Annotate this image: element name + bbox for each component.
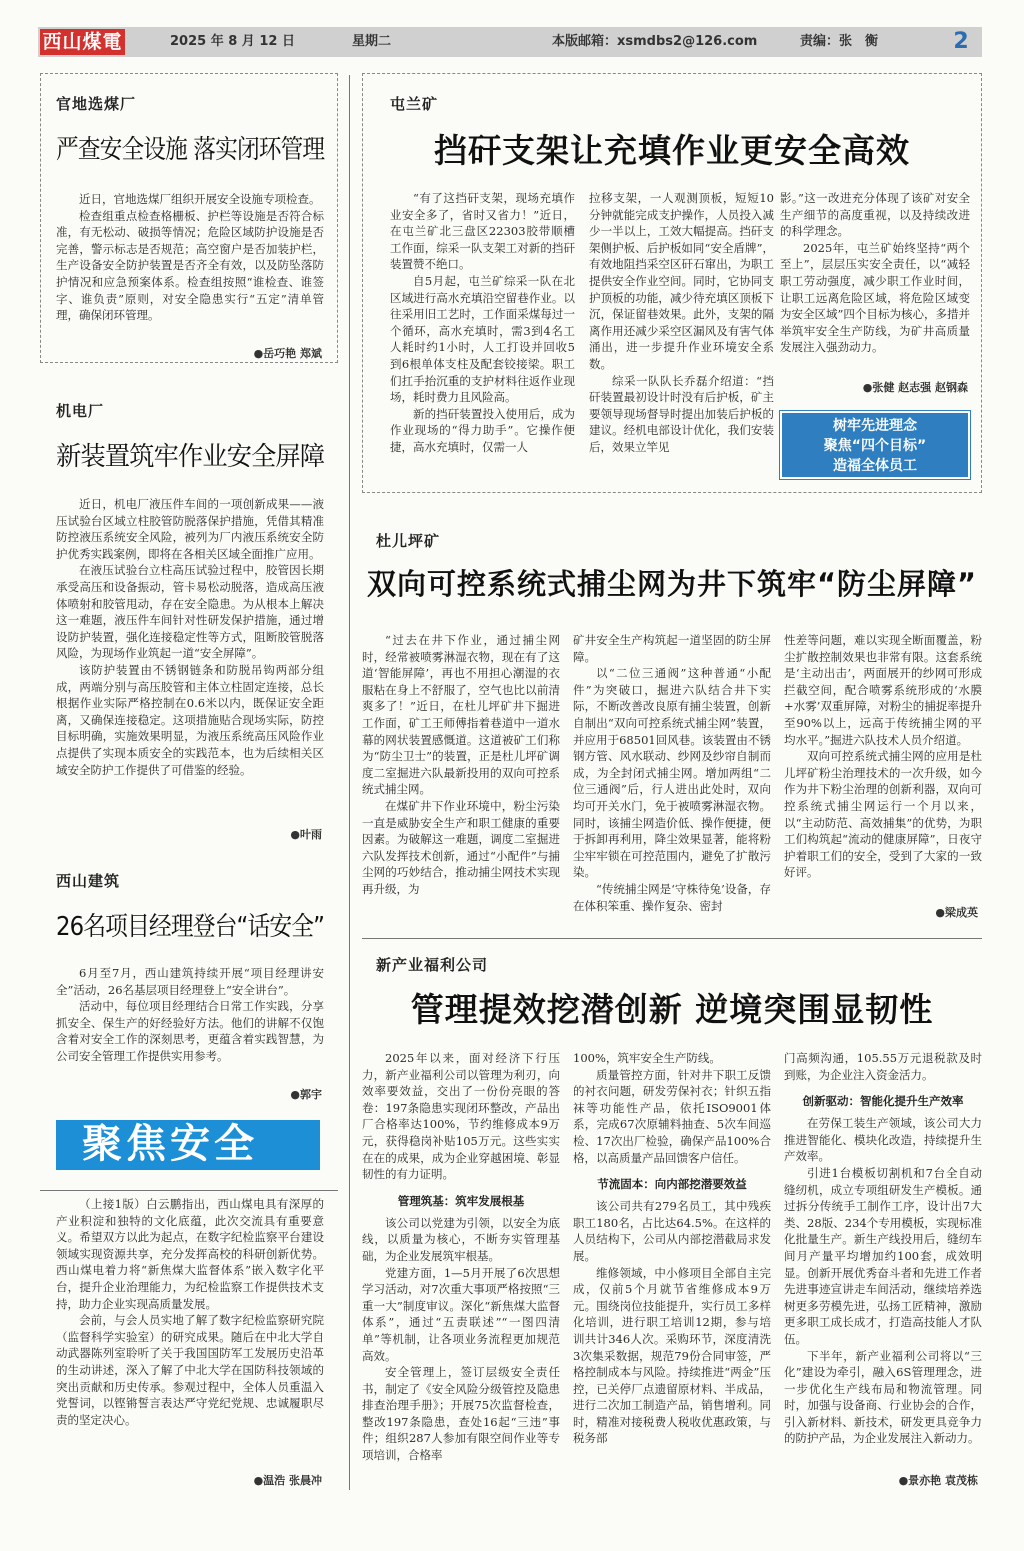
article-byline: ●温浩 张晨冲 — [253, 1474, 322, 1487]
page-editor: 责编：张 衡 — [800, 34, 879, 49]
paragraph: “有了这挡矸支架，现场充填作业安全多了，省时又省力！”近日，在屯兰矿北三盘区22303胶带顺槽工作面，综采一队支架工对新的挡矸装置赞不绝口。 — [390, 191, 575, 272]
article-byline: ●张健 赵志强 赵钢森 — [862, 381, 968, 394]
paragraph: 党建方面，1—5月开展了6次思想学习活动，对7次重大事项严格按照“三重一大”制度审议。深化“新焦煤大监督体系”，通过“五责联述”“一图四清单”等机制，让各项业务流程更加规范高效。 — [362, 1265, 560, 1363]
paragraph: 门高频沟通，105.55万元退税款及时到账，为企业注入资金活力。 — [784, 1051, 982, 1082]
paragraph: 安全管理上，签订层级安全责任书，制定了《安全风险分级管控及隐患排查治理手册》；开展75次监督检查，整改197条隐患，查处16起“三违”事件；组织287人参加有限空间作业等专项培训，合格率 — [362, 1365, 560, 1463]
paragraph: 影。”这一改进充分体现了该矿对安全生产细节的高度重视，以及持续改进的科学理念。 — [780, 191, 970, 239]
paragraph: 矿井安全生产构筑起一道坚固的防尘屏障。 — [573, 633, 771, 664]
paragraph: 下半年，新产业福利公司将以“三化”建设为牵引，融入6S管理理念，进一步优化生产线布局和物流管理。同时，加强与设备商、行业协会的合作，引入新材料、新技术，研发更具竞争力的防护产品，为企业发展注入新动力。 — [784, 1348, 982, 1446]
article-category: 官地选煤厂 — [56, 95, 137, 113]
paragraph: “过去在井下作业，通过捕尘网时，经常被喷雾淋湿衣物，现在有了这道‘智能屏障’，再也不用担心潮湿的衣服粘在身上不舒服了，空气也比以前清爽多了！”近日，在杜儿坪矿井下掘进工作面，矿工王师傅指着巷道中一道水幕的网状装置感慨道。这道被矿工们称为“防尘卫士”的装置，正是杜儿坪矿调度二室掘进六队最新投用的双向可控系统式捕尘网。 — [362, 633, 560, 797]
issue-weekday: 星期二 — [352, 34, 392, 49]
page-email: 本版邮箱：xsmdbs2@126.com — [552, 34, 758, 49]
paragraph: 以“二位三通阀”这种普通“小配件”为突破口，掘进六队结合井下实际，不断改善改良原有捕尘装置，创新自制出“双向可控系统式捕尘网”装置，并应用于68501回风巷。该装置由不锈钢方管、风水联动、纱网及纱帘自制而成，为全封闭式捕尘网。增加两组“二位三通阀”后，行人进出此处时，双向均可开关水门，免于被喷雾淋湿衣物。同时，该捕尘网造价低、操作便捷，便于拆卸再利用，降尘效果显著，能将粉尘牢牢锁在可控范围内，避免了扩散污染。 — [573, 666, 771, 880]
article-xishan-construction — [40, 850, 338, 1100]
article-body — [56, 1196, 324, 1428]
paragraph: 引进1台模板切割机和7台全自动缝纫机，成立专项组研发生产模板。通过拆分传统手工制作工序，设计出7大类、28版、234个专用模板，实现标准化批量生产。新生产线投用后，缝纫车间月产量平均增加约100套，成效明显。创新开展优秀奋斗者和先进工作者先进事迹宣讲走车间活动，继续培养选树更多劳模先进，弘扬工匠精神，激励更多职工成长成才，打造高技能人才队伍。 — [784, 1165, 982, 1346]
paragraph: 活动中，每位项目经理结合日常工作实践，分享抓安全、保生产的好经验好方法。他们的讲解不仅饱含着对安全工作的深刻思考，更蕴含着实践智慧，为公司安全管理工作提供实用参考。 — [56, 999, 324, 1063]
section-divider — [362, 938, 982, 939]
article-headline: 新装置筑牢作业安全屏障 — [56, 442, 325, 472]
paragraph: 近日，官地选煤厂组织开展安全设施专项检查。 — [79, 192, 321, 206]
newspaper-logo: 西山煤電 — [40, 29, 125, 55]
article-headline: 管理提效挖潜创新 逆境突围显韧性 — [410, 990, 934, 1029]
article-byline: ●郭宇 — [290, 1088, 322, 1101]
article-category: 新产业福利公司 — [376, 956, 489, 974]
article-col-2 — [573, 1050, 771, 1447]
paragraph: 检查组重点检查格栅板、护栏等设施是否符合标准，有无松动、破损等情况；危险区域防护设施是否完善，警示标志是否规范；高空窗户是否加装护栏，生产设备安全防护装置是否齐全有效，以及防坠落防护情况和应急预案体系。检查组按照“谁检查、谁签字、谁负责”原则，对安全隐患实行“五定”清单管理，确保闭环管理。 — [56, 208, 324, 323]
page-number: 2 — [953, 29, 969, 54]
article-col-1 — [390, 190, 575, 456]
paragraph: 新的挡矸装置投入使用后，成为作业现场的“得力助手”。它操作便捷，高水充填时，仅需一人 — [390, 406, 575, 454]
article-col-1 — [362, 1050, 560, 1464]
article-body — [56, 965, 324, 1065]
slogan-line: 树牢先进理念 — [833, 418, 917, 434]
paragraph: 拉移支架，一人观测顶板，短短10分钟就能完成支护操作，人员投入减少一半以上，工效大幅提高。挡矸支架侧护板、后护板如同“安全盾牌”，有效地阻挡采空区矸石窜出，为职工提供安全作业空间。同时，它协同支护顶板的功能，减少待充填区顶板下沉，保证留巷效果。此外，支架的隔离作用还减少采空区漏风及有害气体涌出，进一步提升作业环境安全系数。 — [589, 191, 774, 371]
article-byline: ●梁成英 — [935, 906, 978, 919]
slogan-line: 造福全体员工 — [833, 458, 917, 474]
paragraph: 该防护装置由不锈钢链条和防脱吊钩两部分组成，两端分别与高压胶管和主体立柱固定连接，总长根据作业实际严格控制在0.6米以内，既保证安全距离，又确保连接稳定。这项措施贴合现场实际，防控目标明确，实施效果明显，为液压系统高压风险作业点提供了实现本质安全的实践范本，也为后续相关区域安全防护工作提供了可借鉴的经验。 — [56, 662, 324, 777]
article-continued — [40, 1192, 338, 1492]
article-body — [56, 496, 324, 778]
paragraph: 双向可控系统式捕尘网的应用是杜儿坪矿粉尘治理技术的一次升级，如今作为井下粉尘治理的创新利器，双向可控系统式捕尘网运行一个月以来，以“主动防范、高效捕集”的优势，为职工们构筑起“流动的健康屏障”，日夜守护着职工们的安全，受到了大家的一致好评。 — [784, 749, 982, 880]
article-headline: 挡矸支架让充填作业更安全高效 — [434, 131, 910, 170]
paragraph: 近日，机电厂液压件车间的一项创新成果——液压试验台区域立柱胶管防脱落保护措施，凭借其精准防控液压系统安全风险，被列为厂内液压系统安全防护优秀实践案例，即将在各相关区域全面推广应用。 — [56, 497, 324, 561]
paragraph: “传统捕尘网是‘守株待兔’设备，存在体积笨重、操作复杂、密封 — [573, 881, 771, 913]
paragraph: 自5月起，屯兰矿综采一队在北区域进行高水充填沿空留巷作业。以往采用旧工艺时，工作面采煤每过一个循环，高水充填时，需3到4名工人耗时约1小时，人工打设并回收5到6根单体支柱及配套铰接梁。职工们扛手抬沉重的支护材料往返作业现场，耗时费力且风险高。 — [390, 273, 575, 405]
paragraph: 综采一队队长乔磊介绍道：“挡矸装置最初设计时没有后护板，矿主要领导现场督导时提出加装后护板的建议。经机电部设计优化，我们安装后，效果立竿见 — [589, 373, 774, 454]
paragraph: 100%，筑牢安全生产防线。 — [573, 1051, 721, 1065]
article-col-1 — [362, 632, 560, 898]
article-body — [56, 191, 324, 324]
article-byline: ●叶雨 — [290, 828, 322, 841]
article-headline: 严查安全设施 落实闭环管理 — [56, 135, 325, 165]
article-byline: ●景亦艳 袁茂栋 — [898, 1474, 978, 1487]
paragraph: 性差等问题，难以实现全断面覆盖，粉尘扩散控制效果也非常有限。这套系统是‘主动出击’，两面展开的纱网可形成拦截空间，配合喷雾系统形成的‘水膜+水雾’双重屏障，对粉尘的捕捉率提升至90%以上，远高于传统捕尘网的平均水平。”掘进六队技术人员介绍道。 — [784, 633, 982, 747]
paragraph: 该公司共有279名员工，其中残疾职工180名，占比达64.5%。在这样的人员结构下，公司从内部挖潜截局求发展。 — [573, 1199, 771, 1263]
paragraph: 维修领域，中小修项目全部自主完成，仅前5个月就节省维修成本9万元。围绕岗位技能提升，实行员工多样化培训，进行职工培训12期，参与培训共计346人次。采购环节，深度清洗3次集采数据，规范79份合同审签，严格控制成本与风险。持续推进“两金”压控，已关停厂点遗留原材料、半成品，进行二次加工制造产品，销售增利。同时，精准对接税费人税收优惠政策，与税务部 — [573, 1265, 771, 1446]
section-divider — [40, 1190, 338, 1191]
article-duerping — [362, 510, 982, 930]
section-subheading: 创新驱动：智能化提升生产效率 — [802, 1094, 964, 1109]
section-subheading: 节流固本：向内部挖潜要效益 — [597, 1177, 747, 1192]
paragraph: 会前，与会人员实地了解了数字纪检监察研究院（监督科学实验室）的研究成果。随后在中北大学自动武器陈列室聆听了关于我国国防军工发展历史沿革的生动讲述，深入了解了中北大学在国防科技领域的突出贡献和历史传承。参观过程中，全体人员重温入党誓词，以铿锵誓言表达严守党纪党规、忠诚履职尽责的坚定决心。 — [56, 1313, 324, 1427]
article-tunlan — [362, 73, 982, 493]
article-category: 屯兰矿 — [390, 95, 439, 113]
column-divider — [349, 75, 350, 1490]
paragraph: 2025年，屯兰矿始终坚持“两个至上”，层层压实安全责任，以“减轻职工劳动强度，减少职工作业时间，让职工远离危险区域，将危险区域变为安全区域”四个目标为核心，多措并举筑牢安全生产防线，为矿井高质量发展注入强劲动力。 — [780, 240, 970, 355]
article-jidian — [40, 380, 338, 841]
article-col-3 — [780, 190, 970, 356]
paragraph: 在煤矿井下作业环境中，粉尘污染一直是威胁安全生产和职工健康的重要因素。为破解这一难题，调度二室掘进六队发挥技术创新，通过“小配件”与捕尘网的巧妙结合，推动捕尘网技术实现再升级，为 — [362, 798, 560, 896]
slogan-line: 聚焦“四个目标” — [823, 438, 927, 454]
paragraph: 该公司以党建为引领，以安全为底线，以质量为核心，不断夯实管理基础，为企业发展筑牢根基。 — [362, 1215, 560, 1263]
article-category: 杜儿坪矿 — [376, 532, 441, 550]
article-col-2 — [589, 190, 774, 456]
slogan-box — [780, 411, 970, 479]
paragraph: 2025年以来，面对经济下行压力，新产业福利公司以管理为利刃，向效率要效益，交出了一份份亮眼的答卷：197条隐患实现闭环整改，产品出厂合格率达100%，节约维修成本9万元，获得稳岗补贴105万元。这些实实在在的成果，成为企业穿越困境、彰显韧性的有力证明。 — [362, 1051, 560, 1182]
issue-date: 2025 年 8 月 12 日 — [170, 34, 295, 49]
article-col-3 — [784, 632, 982, 881]
paragraph: （上接1版）白云鹏指出，西山煤电具有深厚的产业积淀和独特的文化底蕴，此次交流具有重要意义。希望双方以此为起点，在数字纪检监察平台建设领域实现资源共享，充分发挥高校的科研创新优势。西山煤电着力将“新焦煤大监督体系”嵌入数字化平台，提升企业治理能力，为纪检监察工作提供技术支持，助力企业实现高质量发展。 — [56, 1197, 324, 1311]
section-subheading: 管理筑基：筑牢发展根基 — [397, 1193, 525, 1208]
article-welfare-company — [362, 940, 982, 1490]
article-category: 机电厂 — [56, 402, 105, 420]
article-guandi — [40, 73, 338, 365]
article-headline: 双向可控系统式捕尘网为井下筑牢“防尘屏障” — [366, 567, 978, 601]
paragraph: 在劳保工装生产领域，该公司大力推进智能化、模块化改造，持续提升生产效率。 — [784, 1116, 982, 1164]
article-headline: 26名项目经理登台“话安全” — [56, 912, 325, 942]
article-col-2 — [573, 632, 771, 914]
article-byline: ●岳巧艳 郑斌 — [253, 347, 322, 360]
focus-safety-banner: 聚焦安全 — [56, 1120, 320, 1170]
article-category: 西山建筑 — [56, 872, 121, 890]
paragraph: 在液压试验台立柱高压试验过程中，胶管因长期承受高压和设备振动，管卡易松动脱落，造成高压液体喷射和胶管甩动，存在安全隐患。为从根本上解决这一难题，液压件车间针对性研发保护措施，通过增设防护装置，强化连接稳定性等方式，阻断胶管脱落风险，为现场作业筑起一道“安全屏障”。 — [56, 563, 324, 661]
paragraph: 质量管控方面，针对井下职工反馈的衬衣问题，研发劳保衬衣；针织五指袜等功能性产品，依托ISO9001体系，完成67次原辅料抽查、5次车间巡检、17次出厂检验，确保产品100%合格，以高质量产品回馈客户信任。 — [573, 1067, 771, 1165]
article-col-3 — [784, 1050, 982, 1447]
paragraph: 6月至7月，西山建筑持续开展“项目经理讲安全”活动，26名基层项目经理登上“安全讲台”。 — [56, 966, 324, 997]
